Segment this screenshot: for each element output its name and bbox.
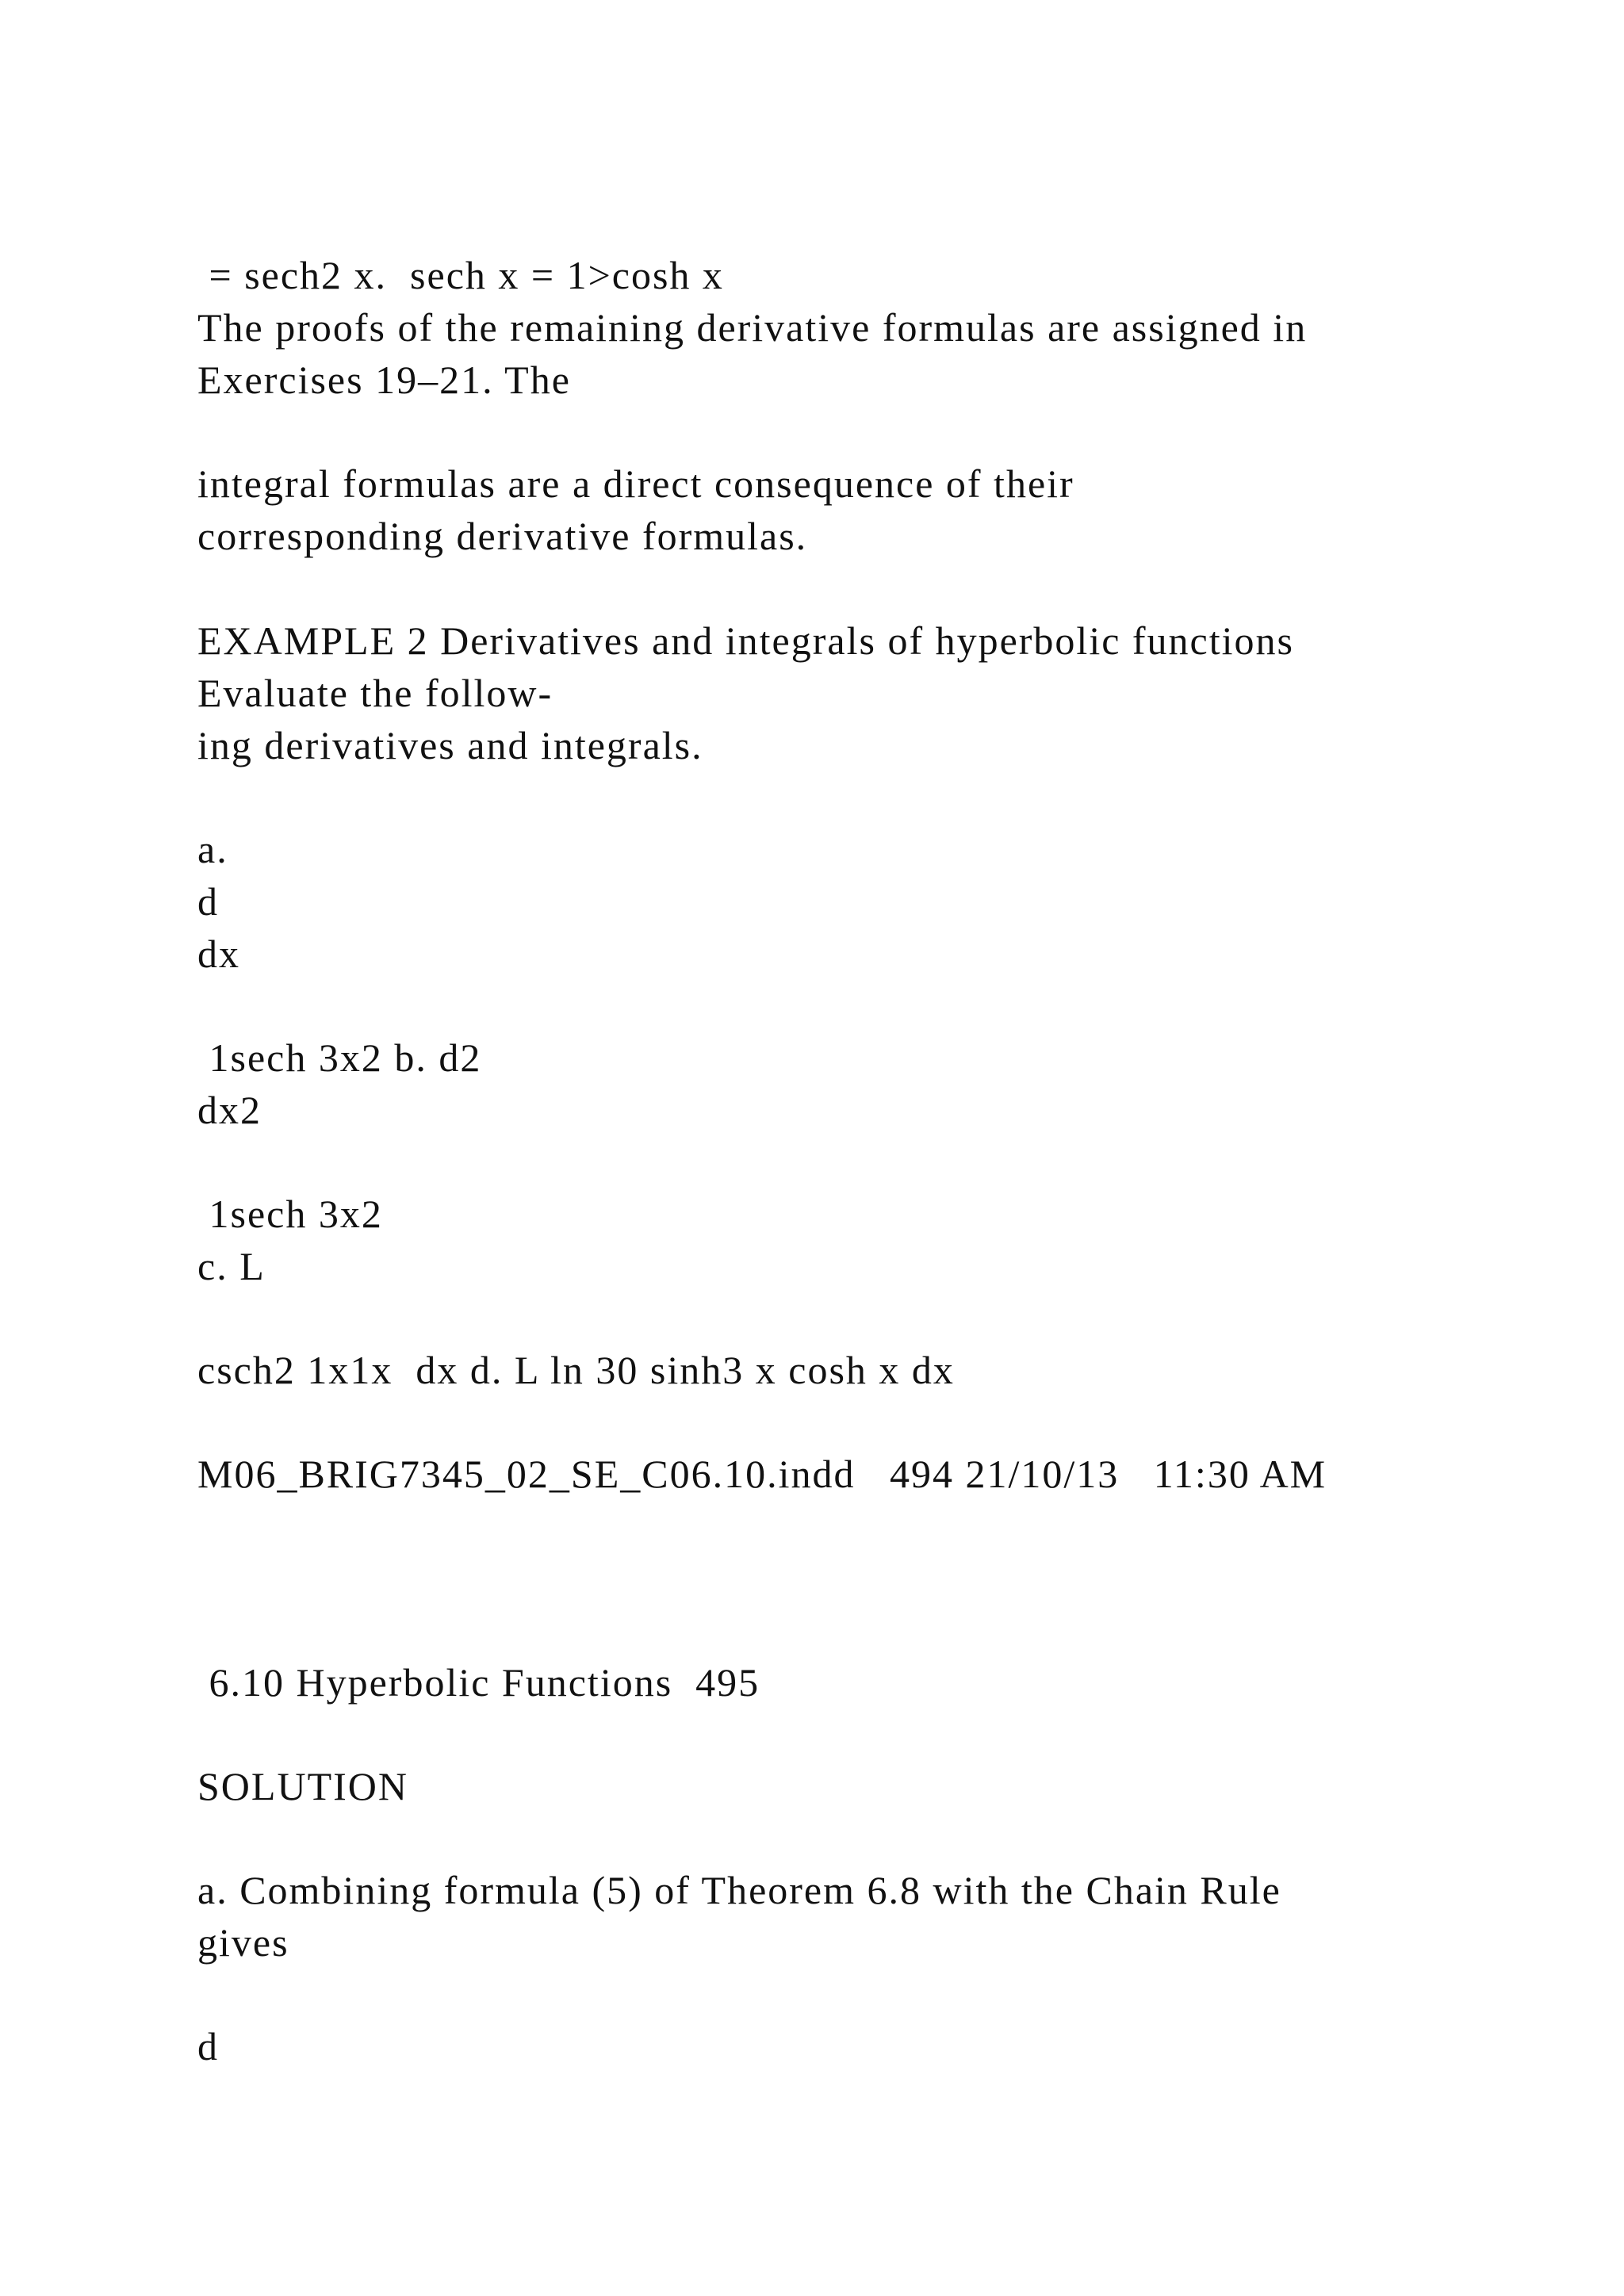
running-header: 6.10 Hyperbolic Functions 495 — [197, 1660, 760, 1705]
text-line-combining: a. Combining formula (5) of Theorem 6.8 with the Chain Rule — [197, 1868, 1281, 1912]
text-line-sech-3x2: 1sech 3x2 — [197, 1192, 383, 1236]
item-a-label: a. — [197, 827, 228, 871]
example-heading: EXAMPLE 2 Derivatives and integrals of hyperbolic functions — [197, 618, 1294, 663]
page-footer-slug: M06_BRIG7345_02_SE_C06.10.indd 494 21/10/13 11:30 AM — [197, 1452, 1327, 1496]
text-line-exercises: Exercises 19–21. The — [197, 358, 571, 402]
solution-heading: SOLUTION — [197, 1764, 408, 1808]
text-line-integral-formulas: integral formulas are a direct consequence of their — [197, 461, 1074, 506]
item-c-label: c. L — [197, 1244, 266, 1288]
text-line-derivatives-integrals: ing derivatives and integrals. — [197, 723, 703, 767]
text-line-gives: gives — [197, 1920, 289, 1965]
text-line-corresponding: corresponding derivative formulas. — [197, 514, 808, 558]
text-line-d: d — [197, 879, 219, 924]
text-line-sech-b: 1sech 3x2 b. d2 — [197, 1035, 482, 1080]
text-line-d-final: d — [197, 2024, 219, 2068]
text-line-sech-identity: = sech2 x. sech x = 1>cosh x — [197, 253, 724, 297]
text-line-csch: csch2 1x1x dx d. L ln 30 sinh3 x cosh x dx — [197, 1348, 955, 1392]
text-line-proofs: The proofs of the remaining derivative formulas are assigned in — [197, 305, 1308, 350]
text-line-evaluate: Evaluate the follow- — [197, 671, 553, 715]
text-line-dx: dx — [197, 932, 240, 976]
text-line-dx2: dx2 — [197, 1088, 262, 1132]
